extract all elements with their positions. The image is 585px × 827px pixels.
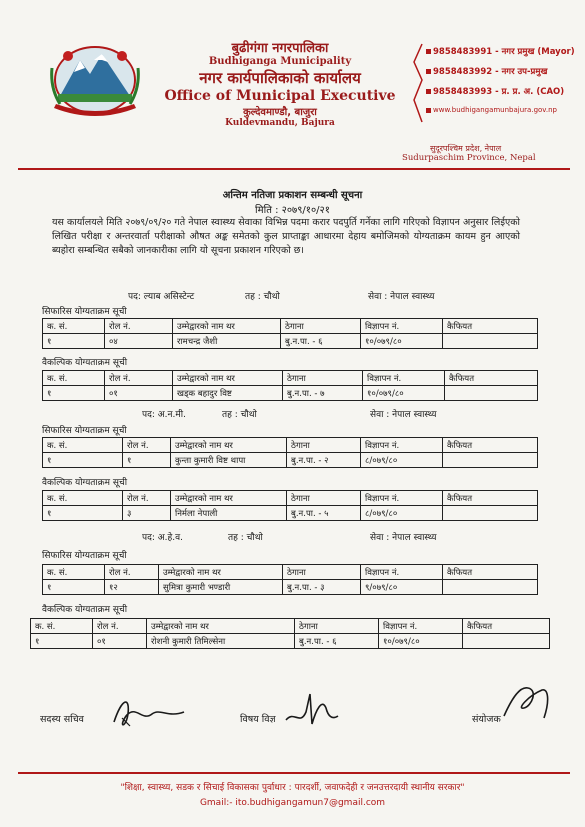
phone-icon xyxy=(426,89,431,94)
municipality-emblem-icon xyxy=(50,38,140,116)
alternate-label: वैकल्पिक योग्यताक्रम सूची xyxy=(42,605,128,615)
table-row: १ १ कुन्ता कुमारी विष्ट थापा बु.न.पा. - २ ८/०७९/८० xyxy=(43,453,538,468)
subject-expert-label: विषय विज्ञ xyxy=(240,714,276,725)
municipality-name-np: बुढीगंगा नगरपालिका xyxy=(231,41,329,56)
coordinator-signature xyxy=(498,678,554,728)
table-header-row: क. सं. रोल नं. उम्मेद्वारको नाम थर ठेगाना विज्ञापन नं. कैफियत xyxy=(43,565,538,580)
alternate-label: वैकल्पिक योग्यताक्रम सूची xyxy=(42,478,128,488)
footer-email[interactable]: Gmail:- ito.budhigangamun7@gmail.com xyxy=(199,798,386,808)
subject-expert-signature xyxy=(282,690,342,734)
post-service: सेवा : नेपाल स्वास्थ्य xyxy=(370,533,437,543)
member-secretary-signature xyxy=(108,692,188,734)
recommended-label: सिफारिस योग्यताक्रम सूची xyxy=(42,426,127,436)
member-secretary-label: सदस्य सचिव xyxy=(40,714,84,725)
table-header-row: क. सं. रोल नं. उम्मेद्वारको नाम थर ठेगाना विज्ञापन नं. कैफियत xyxy=(43,438,538,453)
website-link[interactable]: www.budhigangamunbajura.gov.np xyxy=(426,106,557,114)
post-name: पद: अ.न.मी. xyxy=(142,410,186,420)
header-divider xyxy=(18,168,570,170)
post-level: तह : चौथो xyxy=(245,292,280,302)
address-en: Kuldevmandu, Bajura xyxy=(225,118,335,128)
contact-deputy-mayor: 9858483992 - नगर उप-प्रमुख xyxy=(426,66,547,77)
post-level: तह : चौथो xyxy=(228,533,263,543)
post-level: तह : चौथो xyxy=(222,410,257,420)
alternate-table xyxy=(42,370,538,401)
recommended-label: सिफारिस योग्यताक्रम सूची xyxy=(42,307,127,317)
footer-slogan: "शिक्षा, स्वास्थ्य, सडक र सिचाई विकासका पुर्वाधार : पारदर्शी, जवाफदेही र जनउत्तरदायी स्थानीय सरकार" xyxy=(120,783,465,793)
office-name-np: नगर कार्यपालिकाको कार्यालय xyxy=(199,69,361,87)
alternate-table xyxy=(30,618,550,649)
footer-divider xyxy=(18,772,570,774)
municipality-name-en: Budhiganga Municipality xyxy=(208,56,352,67)
table-row: १ ३ निर्मला नेपाली बु.न.पा. - ५ ८/०७९/८० xyxy=(43,506,538,521)
table-row: १ ०१ खड्क बहादुर विष्ट बु.न.पा. - ७ १०/०७९/८० xyxy=(43,386,538,401)
province-en: Sudurpaschim Province, Nepal xyxy=(402,153,536,163)
contact-cao: 9858483993 - प्र. प्र. अ. (CAO) xyxy=(426,86,564,97)
alternate-table xyxy=(42,490,538,521)
coordinator-label: संयोजक xyxy=(472,714,501,725)
table-header-row: क. सं. रोल नं. उम्मेद्वारको नाम थर ठेगाना विज्ञापन नं. कैफियत xyxy=(43,319,538,334)
letterhead-title xyxy=(150,38,410,128)
recommended-label: सिफारिस योग्यताक्रम सूची xyxy=(42,551,127,561)
notice-body: यस कार्यालयले मिति २०७९/०९/२० गते नेपाल स्वास्थ्य सेवाका विभिन्न पदमा करार पदपुर्ति गर्नेका लागि गरिएको विज्ञापन अनुसार लिईएको लिखित परीक्षा र अन्तरवार्ता परीक्षाको औषत अङ्क समेतको कुल प्राप्ताङ्का आधारमा देहाय बमोजिमको योग्यताक्रम कायम हुन आएको ब्यहोरा सम्बन्धित सबैको जानकारीका लागि यो सूचना प्रकाशन गरिएको छ। xyxy=(52,217,520,256)
recommended-table xyxy=(42,564,538,595)
globe-icon xyxy=(426,108,431,113)
post-service: सेवा : नेपाल स्वास्थ्य xyxy=(370,410,437,420)
alternate-label: वैकल्पिक योग्यताक्रम सूची xyxy=(42,358,128,368)
province-np: सुदूरपश्चिम प्रदेश, नेपाल xyxy=(430,144,502,153)
phone-icon xyxy=(426,49,431,54)
contact-box xyxy=(410,42,580,124)
table-row: १ ०४ रामचन्द्र जैशी बु.न.पा. - ६ १०/०७९/८० xyxy=(43,334,538,349)
post-name: पद: ल्याब असिस्टेन्ट xyxy=(128,292,195,302)
post-service: सेवा : नेपाल स्वास्थ्य xyxy=(368,292,435,302)
notice-title: अन्तिम नतिजा प्रकाशन सम्बन्धी सूचना xyxy=(222,190,363,201)
table-header-row: क. सं. रोल नं. उम्मेद्वारको नाम थर ठेगाना विज्ञापन नं. कैफियत xyxy=(43,371,538,386)
recommended-table xyxy=(42,318,538,349)
address-np: कुल्देवमाण्डौ, बाजुरा xyxy=(243,107,317,118)
table-row: १ ०१ रोशनी कुमारी तिमिल्सेना बु.न.पा. - ६ १०/०७९/८० xyxy=(31,634,550,649)
post-name: पद: अ.हे.व. xyxy=(142,533,184,543)
notice-date: मिति : २०७९/१०/२१ xyxy=(255,205,330,216)
table-header-row: क. सं. रोल नं. उम्मेद्वारको नाम थर ठेगाना विज्ञापन नं. कैफियत xyxy=(43,491,538,506)
recommended-table xyxy=(42,437,538,468)
phone-icon xyxy=(426,69,431,74)
table-header-row: क. सं. रोल नं. उम्मेद्वारको नाम थर ठेगाना विज्ञापन नं. कैफियत xyxy=(31,619,550,634)
office-name-en: Office of Municipal Executive xyxy=(164,88,396,104)
table-row: १ १२ सुमित्रा कुमारी भण्डारी बु.न.पा. - ३ ९/०७९/८० xyxy=(43,580,538,595)
contact-mayor: 9858483991 - नगर प्रमुख (Mayor) xyxy=(426,46,575,57)
